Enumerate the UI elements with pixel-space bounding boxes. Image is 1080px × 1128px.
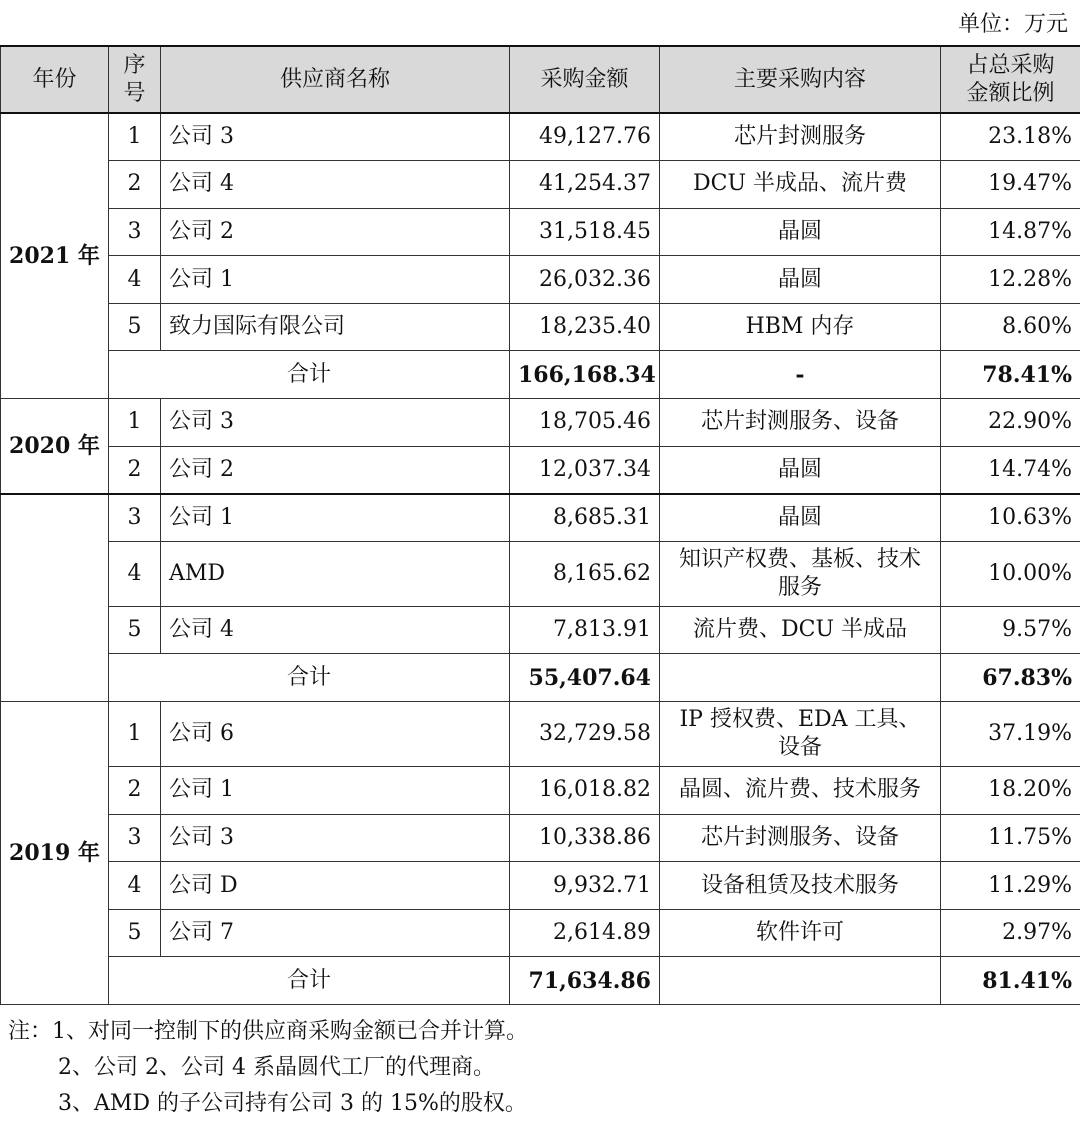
seq-cell: 2 (109, 161, 161, 209)
total-amount: 166,168.34 (510, 351, 660, 399)
supplier-cell: 公司 1 (161, 256, 510, 304)
content-cell: 晶圆 (660, 446, 941, 494)
seq-cell: 5 (109, 606, 161, 654)
amount-cell: 8,685.31 (510, 494, 660, 542)
supplier-cell: 公司 2 (161, 446, 510, 494)
amount-cell: 12,037.34 (510, 446, 660, 494)
seq-cell: 3 (109, 208, 161, 256)
content-cell: 晶圆 (660, 494, 941, 542)
supplier-cell: 公司 D (161, 862, 510, 910)
supplier-cell: 公司 2 (161, 208, 510, 256)
ratio-cell: 9.57% (941, 606, 1080, 654)
content-cell: 晶圆 (660, 256, 941, 304)
ratio-cell: 22.90% (941, 399, 1080, 447)
header-ratio (941, 46, 1080, 113)
table-row (1, 399, 1080, 447)
amount-cell: 18,235.40 (510, 303, 660, 351)
ratio-cell: 37.19% (941, 702, 1080, 767)
amount-cell: 49,127.76 (510, 113, 660, 161)
table-row (1, 113, 1080, 161)
ratio-cell: 23.18% (941, 113, 1080, 161)
content-cell: HBM 内存 (660, 303, 941, 351)
content-line1: IP 授权费、EDA 工具、 (679, 707, 921, 733)
table-row (1, 767, 1080, 815)
amount-cell: 31,518.45 (510, 208, 660, 256)
year-cell-2021: 2021 年 (1, 113, 109, 399)
header-year: 年份 (1, 46, 109, 113)
total-amount: 71,634.86 (510, 957, 660, 1005)
seq-cell: 1 (109, 113, 161, 161)
total-row-2021 (1, 351, 1080, 399)
supplier-cell: 公司 6 (161, 702, 510, 767)
total-content (660, 654, 941, 702)
content-cell: 流片费、DCU 半成品 (660, 606, 941, 654)
content-cell (660, 702, 941, 767)
amount-cell: 2,614.89 (510, 909, 660, 957)
content-cell: 设备租赁及技术服务 (660, 862, 941, 910)
content-cell: 芯片封测服务 (660, 113, 941, 161)
supplier-cell: 致力国际有限公司 (161, 303, 510, 351)
table-row (1, 862, 1080, 910)
total-ratio: 78.41% (941, 351, 1080, 399)
header-seq (109, 46, 161, 113)
supplier-cell: 公司 7 (161, 909, 510, 957)
ratio-cell: 11.75% (941, 814, 1080, 862)
footnote-1: 注：1、对同一控制下的供应商采购金额已合并计算。 (8, 1019, 528, 1044)
total-row-2019 (1, 957, 1080, 1005)
content-cell: 晶圆 (660, 208, 941, 256)
amount-cell: 32,729.58 (510, 702, 660, 767)
supplier-cell: 公司 1 (161, 494, 510, 542)
seq-cell: 2 (109, 446, 161, 494)
content-cell: DCU 半成品、流片费 (660, 161, 941, 209)
total-label: 合计 (109, 957, 510, 1005)
total-content (660, 957, 941, 1005)
supplier-purchase-table (0, 45, 1080, 1005)
seq-cell: 5 (109, 909, 161, 957)
total-ratio: 81.41% (941, 957, 1080, 1005)
table-row (1, 446, 1080, 494)
footnotes (8, 1014, 528, 1122)
total-amount: 55,407.64 (510, 654, 660, 702)
supplier-cell: 公司 4 (161, 606, 510, 654)
content-cell: 芯片封测服务、设备 (660, 399, 941, 447)
content-cell: 软件许可 (660, 909, 941, 957)
content-cell: 芯片封测服务、设备 (660, 814, 941, 862)
total-row-2020 (1, 654, 1080, 702)
total-ratio: 67.83% (941, 654, 1080, 702)
footnote-2: 2、公司 2、公司 4 系晶圆代工厂的代理商。 (58, 1055, 495, 1080)
ratio-cell: 19.47% (941, 161, 1080, 209)
header-amount: 采购金额 (510, 46, 660, 113)
table-row (1, 494, 1080, 542)
seq-cell: 2 (109, 767, 161, 815)
table-row (1, 256, 1080, 304)
footnote-3: 3、AMD 的子公司持有公司 3 的 15%的股权。 (58, 1091, 527, 1116)
content-line1: 知识产权费、基板、技术 (678, 546, 921, 572)
table-row (1, 606, 1080, 654)
ratio-cell: 14.87% (941, 208, 1080, 256)
ratio-cell: 2.97% (941, 909, 1080, 957)
header-supplier: 供应商名称 (161, 46, 510, 113)
content-cell (660, 541, 941, 606)
amount-cell: 16,018.82 (510, 767, 660, 815)
total-label: 合计 (109, 351, 510, 399)
year-cell-2020: 2020 年 (1, 399, 109, 494)
amount-cell: 41,254.37 (510, 161, 660, 209)
seq-cell: 4 (109, 541, 161, 606)
total-content: - (660, 351, 941, 399)
seq-cell: 1 (109, 399, 161, 447)
supplier-cell: AMD (161, 541, 510, 606)
header-ratio-line1: 占总采购 (966, 52, 1055, 78)
seq-cell: 4 (109, 256, 161, 304)
amount-cell: 18,705.46 (510, 399, 660, 447)
seq-cell: 4 (109, 862, 161, 910)
year-cell-2019: 2019 年 (1, 702, 109, 1005)
header-ratio-line2: 金额比例 (966, 80, 1055, 106)
table-row (1, 702, 1080, 767)
supplier-cell: 公司 3 (161, 113, 510, 161)
ratio-cell: 12.28% (941, 256, 1080, 304)
content-line2: 服务 (777, 574, 822, 600)
seq-cell: 5 (109, 303, 161, 351)
seq-cell: 3 (109, 494, 161, 542)
table-row (1, 814, 1080, 862)
table-row (1, 161, 1080, 209)
seq-cell: 3 (109, 814, 161, 862)
seq-cell: 1 (109, 702, 161, 767)
total-label: 合计 (109, 654, 510, 702)
year-cell-2020-continued (1, 494, 109, 702)
ratio-cell: 11.29% (941, 862, 1080, 910)
ratio-cell: 8.60% (941, 303, 1080, 351)
header-content: 主要采购内容 (660, 46, 941, 113)
supplier-cell: 公司 4 (161, 161, 510, 209)
header-seq-line1: 序 (123, 52, 146, 78)
table-row (1, 303, 1080, 351)
ratio-cell: 10.63% (941, 494, 1080, 542)
amount-cell: 26,032.36 (510, 256, 660, 304)
content-line2: 设备 (777, 735, 822, 761)
header-seq-line2: 号 (123, 80, 146, 106)
table-header-row (1, 46, 1080, 113)
amount-cell: 8,165.62 (510, 541, 660, 606)
amount-cell: 10,338.86 (510, 814, 660, 862)
ratio-cell: 18.20% (941, 767, 1080, 815)
ratio-cell: 14.74% (941, 446, 1080, 494)
amount-cell: 7,813.91 (510, 606, 660, 654)
table-row (1, 208, 1080, 256)
amount-cell: 9,932.71 (510, 862, 660, 910)
unit-label: 单位：万元 (957, 12, 1068, 37)
content-cell: 晶圆、流片费、技术服务 (660, 767, 941, 815)
supplier-cell: 公司 1 (161, 767, 510, 815)
supplier-cell: 公司 3 (161, 399, 510, 447)
table-row (1, 909, 1080, 957)
table-row (1, 541, 1080, 606)
supplier-cell: 公司 3 (161, 814, 510, 862)
ratio-cell: 10.00% (941, 541, 1080, 606)
